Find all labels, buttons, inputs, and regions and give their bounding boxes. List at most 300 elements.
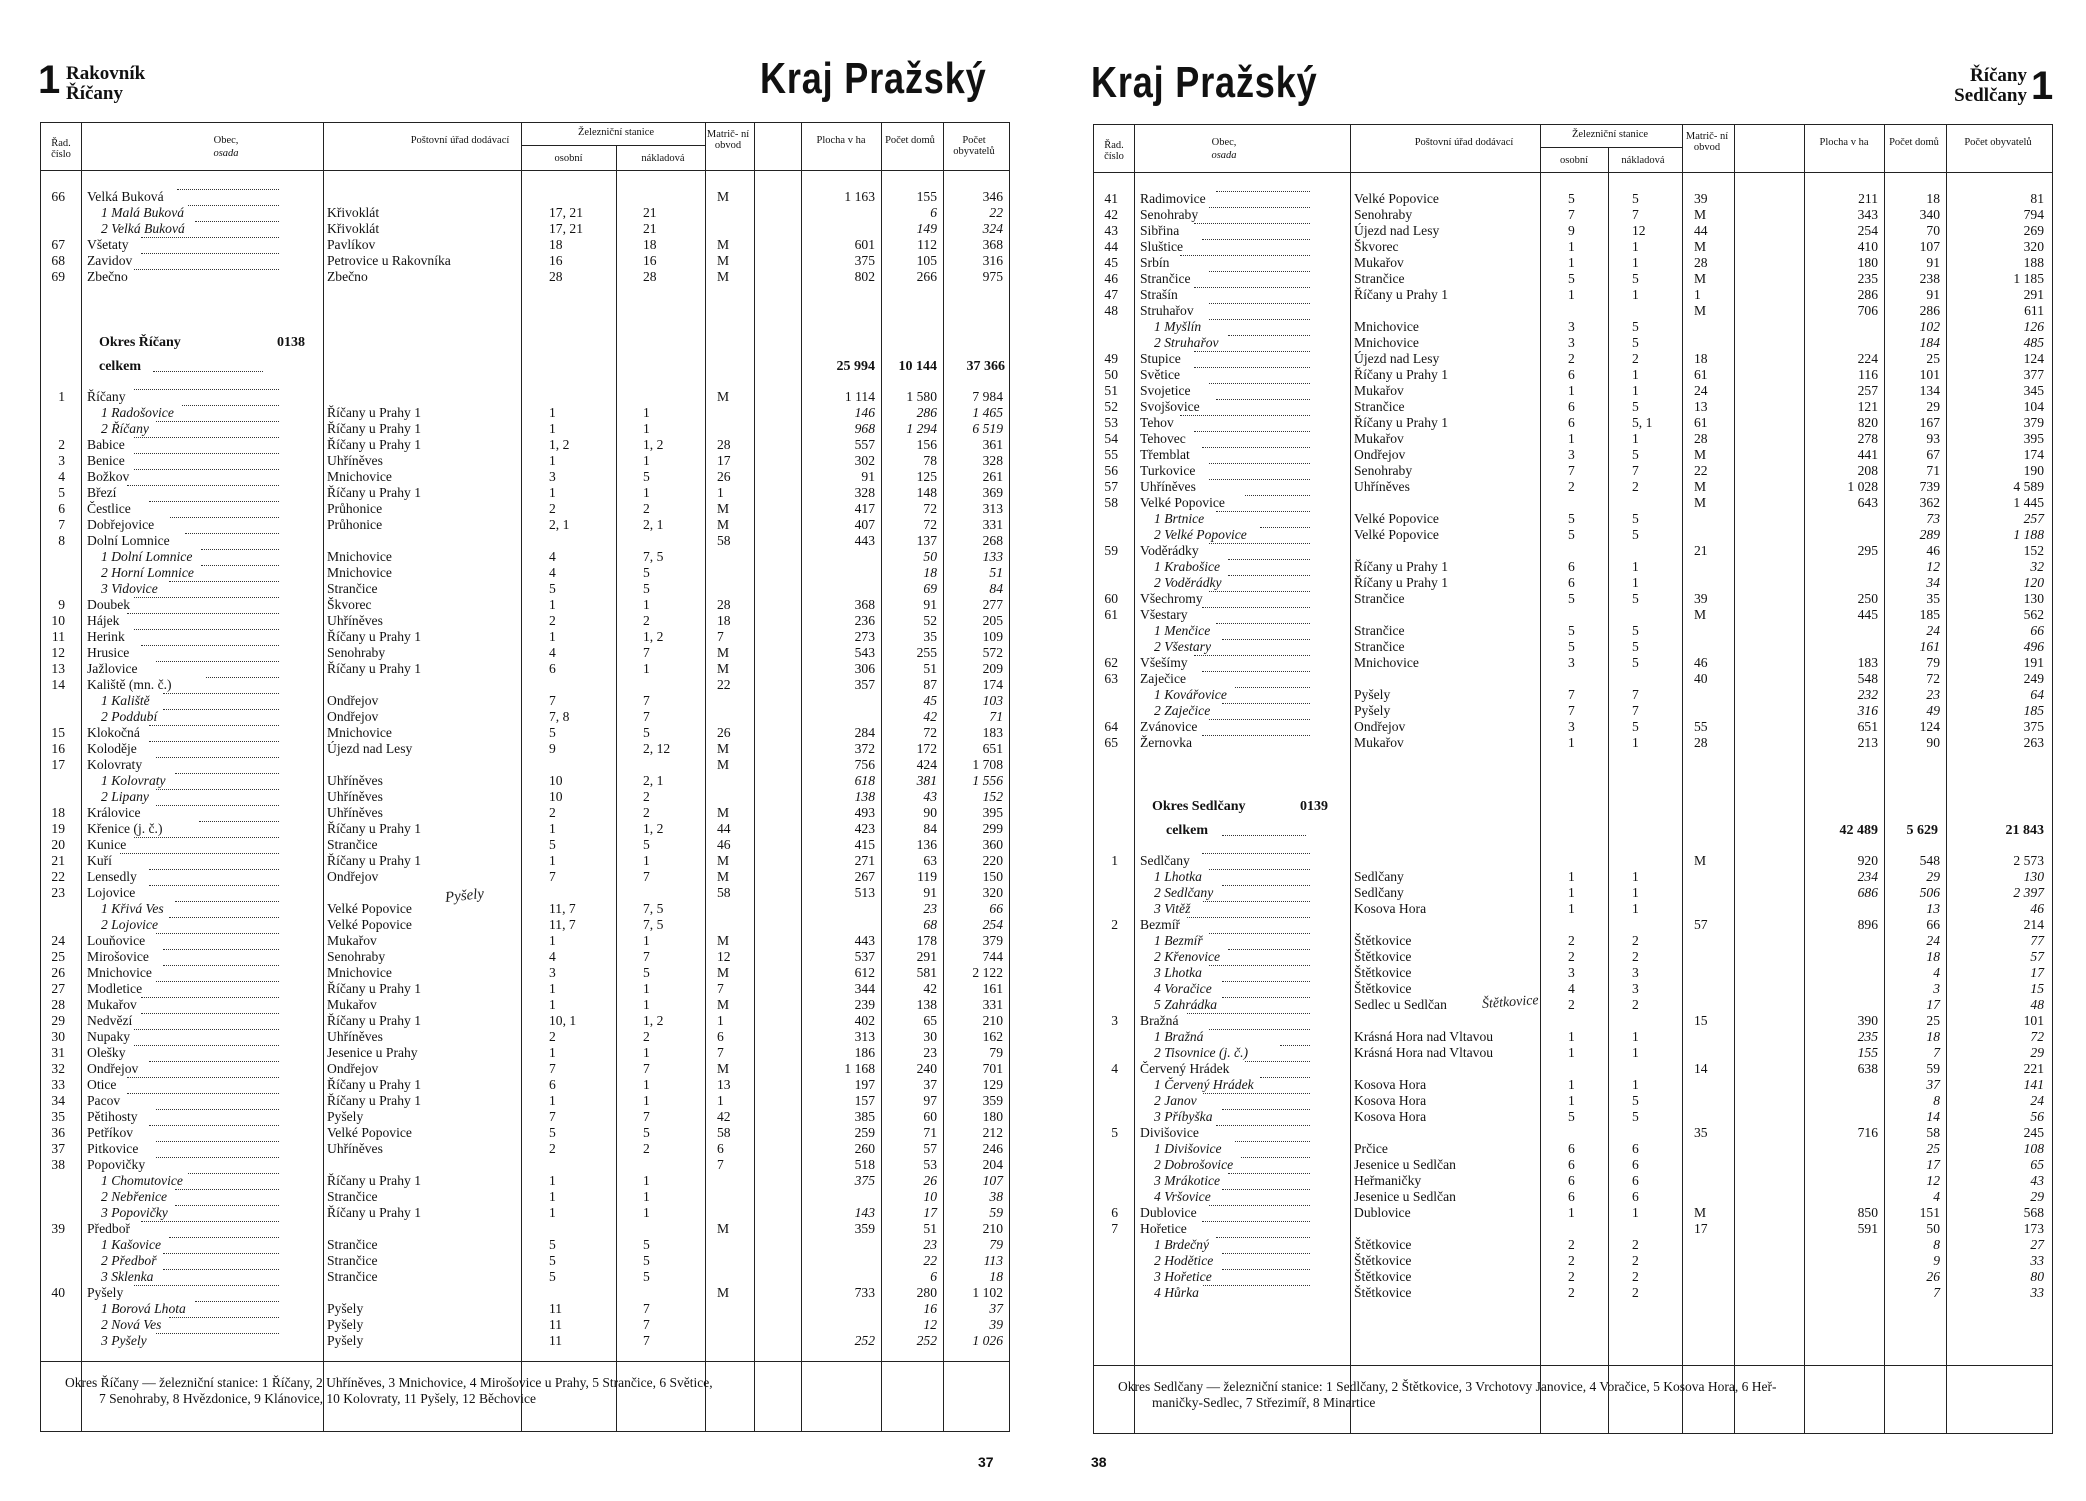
obec-name: 2 Janov	[1154, 1093, 1197, 1108]
leader-dots	[1222, 703, 1310, 704]
station-nakladova: 7	[643, 1301, 650, 1316]
row-index: 38	[51, 1157, 65, 1172]
posta-name: Křivoklát	[327, 221, 380, 236]
list-item-osada	[1094, 623, 2052, 639]
leader-dots	[177, 189, 279, 190]
posta-name: Říčany u Prahy 1	[327, 1093, 422, 1108]
table-row	[41, 597, 1009, 613]
matricni-obvod: M	[717, 757, 730, 772]
obec-name: Popovičky	[87, 1157, 146, 1172]
domy-value: 381	[916, 773, 937, 788]
posta-name: Štětkovice	[1354, 981, 1412, 996]
row-index: 6	[1111, 1205, 1118, 1220]
domy-value: 362	[1919, 495, 1940, 510]
posta-name: Strančice	[327, 1269, 378, 1284]
plocha-value: 410	[1857, 239, 1878, 254]
domy-value: 6	[930, 1269, 937, 1284]
obec-name: 1 Chomutovice	[101, 1173, 183, 1188]
row-index: 7	[1111, 1221, 1118, 1236]
posta-name: Říčany u Prahy 1	[1354, 575, 1449, 590]
obyv-value: 130	[2023, 869, 2044, 884]
matricni-obvod: 61	[1694, 415, 1708, 430]
posta-name: Štětkovice	[1354, 949, 1412, 964]
station-osobni: 5	[549, 1125, 556, 1140]
leader-dots	[1216, 1125, 1310, 1126]
station-osobni: 2	[1568, 949, 1575, 964]
leader-dots	[134, 453, 279, 454]
station-osobni: 2	[549, 1029, 556, 1044]
domy-value: 167	[1919, 415, 1940, 430]
station-nakladova: 28	[643, 269, 657, 284]
row-index: 5	[58, 485, 65, 500]
domy-value: 7	[1933, 1285, 1940, 1300]
obyv-value: 33	[2030, 1285, 2044, 1300]
obec-name: Dolní Lomnice	[87, 533, 170, 548]
obec-name: 3 Příbyška	[1154, 1109, 1213, 1124]
header-obec: Obec,	[1211, 137, 1237, 148]
leader-dots	[1187, 917, 1310, 918]
leader-dots	[156, 757, 279, 758]
leader-dots	[195, 1301, 279, 1302]
obec-name: Pětihosty	[87, 1109, 138, 1124]
obec-name: 2 Poddubí	[101, 709, 158, 724]
station-osobni: 7	[1568, 463, 1575, 478]
station-nakladova: 3	[1632, 965, 1639, 980]
posta-name: Škvorec	[1354, 239, 1399, 254]
station-osobni: 3	[1568, 965, 1575, 980]
posta-name: Strančice	[327, 1237, 378, 1252]
plocha-value: 1 114	[844, 389, 875, 404]
domy-value: 266	[916, 269, 937, 284]
plocha-value: 423	[854, 821, 875, 836]
posta-name: Říčany u Prahy 1	[327, 629, 422, 644]
obyv-value: 79	[989, 1237, 1003, 1252]
leader-dots	[1209, 271, 1310, 272]
plocha-value: 232	[1857, 687, 1878, 702]
domy-value: 22	[923, 1253, 937, 1268]
domy-value: 63	[923, 853, 937, 868]
row-index: 40	[51, 1285, 65, 1300]
plocha-value: 250	[1857, 591, 1878, 606]
obyv-value: 71	[989, 709, 1003, 724]
domy-value: 24	[1926, 623, 1940, 638]
matricni-obvod: 24	[1694, 383, 1708, 398]
row-index: 10	[51, 613, 65, 628]
station-nakladova: 5	[1632, 511, 1639, 526]
obec-name: 1 Borová Lhota	[101, 1301, 186, 1316]
leader-dots	[156, 661, 279, 662]
matricni-obvod: 55	[1694, 719, 1708, 734]
okres-domy: 5 629	[1906, 823, 1938, 838]
posta-name: Strančice	[1354, 623, 1405, 638]
station-osobni: 4	[549, 949, 556, 964]
plocha-value: 146	[854, 405, 875, 420]
station-nakladova: 1	[1632, 1077, 1639, 1092]
table-row	[1094, 463, 2052, 479]
station-nakladova: 5	[1632, 623, 1639, 638]
row-index: 18	[51, 805, 65, 820]
plocha-value: 234	[1857, 869, 1878, 884]
obyv-value: 190	[2023, 463, 2044, 478]
domy-value: 93	[1926, 431, 1940, 446]
station-osobni: 1	[1568, 239, 1575, 254]
domy-value: 91	[923, 885, 937, 900]
station-osobni: 6	[1568, 399, 1575, 414]
obyv-value: 152	[982, 789, 1003, 804]
leader-dots	[156, 421, 279, 422]
obyv-value: 249	[2023, 671, 2044, 686]
table-row	[41, 1013, 1009, 1029]
station-osobni: 5	[549, 581, 556, 596]
table-row	[41, 885, 1009, 901]
matricni-obvod: M	[717, 997, 730, 1012]
list-item-osada	[41, 917, 1009, 933]
list-item-osada	[1094, 1237, 2052, 1253]
station-nakladova: 2, 1	[643, 773, 664, 788]
header-rad: Řad. číslo	[51, 138, 71, 160]
posta-name: Ondřejov	[1354, 719, 1406, 734]
posta-name: Sedlčany	[1354, 869, 1404, 884]
station-nakladova: 6	[1632, 1173, 1639, 1188]
domy-value: 72	[923, 501, 937, 516]
obyv-value: 66	[2030, 623, 2044, 638]
station-nakladova: 5, 1	[1632, 415, 1653, 430]
plocha-value: 260	[854, 1141, 875, 1156]
table-row	[41, 869, 1009, 885]
obec-name: Zavidov	[87, 253, 133, 268]
table-row	[41, 237, 1009, 253]
station-nakladova: 5	[643, 837, 650, 852]
matricni-obvod: 28	[1694, 255, 1708, 270]
station-nakladova: 5	[1632, 719, 1639, 734]
list-item-osada	[1094, 949, 2052, 965]
station-osobni: 5	[1568, 623, 1575, 638]
list-item-osada	[1094, 1109, 2052, 1125]
plocha-value: 385	[854, 1109, 875, 1124]
station-osobni: 4	[549, 549, 556, 564]
obyv-value: 15	[2030, 981, 2044, 996]
domy-value: 24	[1926, 933, 1940, 948]
leader-dots	[1202, 607, 1310, 608]
row-index: 2	[58, 437, 65, 452]
footer-line-1: Okres Sedlčany — železniční stanice: 1 Sedlčany, 2 Štětkovice, 3 Vrchotovy Janovice, 4 Voračice, 5 Kosova Hora, 6 Heř-	[1118, 1379, 1777, 1394]
obyv-value: 24	[2030, 1093, 2044, 1108]
posta-name: Jesenice u Sedlčan	[1354, 1157, 1456, 1172]
domy-value: 286	[916, 405, 937, 420]
leader-dots	[1202, 1221, 1310, 1222]
table-row	[41, 725, 1009, 741]
list-item-osada	[41, 549, 1009, 565]
station-osobni: 4	[1568, 981, 1575, 996]
plocha-value: 820	[1857, 415, 1878, 430]
obec-name: 3 Vitěž	[1154, 901, 1191, 916]
posta-name: Mukařov	[1354, 383, 1404, 398]
matricni-obvod: 28	[1694, 431, 1708, 446]
station-osobni: 7	[549, 1061, 556, 1076]
station-osobni: 3	[1568, 319, 1575, 334]
okres-name: Okres Říčany	[99, 335, 181, 350]
plocha-value: 157	[854, 1093, 875, 1108]
posta-name: Mnichovice	[327, 565, 392, 580]
obec-name: 1 Dolní Lomnice	[101, 549, 193, 564]
station-nakladova: 5	[1632, 639, 1639, 654]
station-nakladova: 2	[643, 1141, 650, 1156]
station-nakladova: 1	[643, 1093, 650, 1108]
table-row	[1094, 431, 2052, 447]
matricni-obvod: 13	[717, 1077, 731, 1092]
obyv-value: 32	[2030, 559, 2044, 574]
obec-name: 1 Myšlín	[1154, 319, 1202, 334]
matricni-obvod: 46	[1694, 655, 1708, 670]
row-index: 3	[1111, 1013, 1118, 1028]
list-item-osada	[1094, 997, 2052, 1013]
leader-dots	[156, 933, 279, 934]
table-row	[41, 661, 1009, 677]
station-osobni: 2	[549, 501, 556, 516]
obyv-value: 331	[982, 997, 1003, 1012]
obec-name: Žernovka	[1140, 735, 1193, 750]
obec-name: Zvánovice	[1140, 719, 1198, 734]
leader-dots	[156, 1157, 279, 1158]
leader-dots	[1209, 869, 1310, 870]
plocha-value: 284	[854, 725, 875, 740]
domy-value: 50	[1926, 1221, 1940, 1236]
station-nakladova: 2	[1632, 1253, 1639, 1268]
table-row	[41, 853, 1009, 869]
posta-name: Uhříněves	[327, 789, 383, 804]
plocha-value: 186	[854, 1045, 875, 1060]
posta-name: Mnichovice	[327, 549, 392, 564]
station-osobni: 1	[549, 997, 556, 1012]
plocha-value: 180	[1857, 255, 1878, 270]
plocha-value: 537	[854, 949, 875, 964]
matricni-obvod: M	[1694, 495, 1707, 510]
obyv-value: 84	[989, 581, 1003, 596]
station-nakladova: 2	[1632, 997, 1639, 1012]
obyv-value: 269	[2023, 223, 2044, 238]
station-osobni: 6	[549, 1077, 556, 1092]
row-index: 60	[1104, 591, 1118, 606]
station-nakladova: 1	[1632, 383, 1639, 398]
obyv-value: 316	[982, 253, 1003, 268]
obec-name: 2 Dobrošovice	[1154, 1157, 1234, 1172]
posta-name: Strančice	[1354, 399, 1405, 414]
matricni-obvod: M	[717, 853, 730, 868]
corner-line-2: Říčany	[66, 83, 123, 104]
station-osobni: 6	[1568, 1173, 1575, 1188]
leader-dots	[163, 1269, 279, 1270]
obyv-value: 141	[2023, 1077, 2044, 1092]
obyv-value: 162	[982, 1029, 1003, 1044]
station-nakladova: 1	[1632, 559, 1639, 574]
obec-name: 1 Brtnice	[1154, 511, 1205, 526]
domy-value: 71	[1926, 463, 1940, 478]
leader-dots	[1194, 351, 1310, 352]
station-osobni: 4	[549, 565, 556, 580]
posta-name: Mnichovice	[327, 469, 392, 484]
matricni-obvod: 22	[717, 677, 731, 692]
table-row	[41, 389, 1009, 405]
posta-name: Velké Popovice	[1354, 191, 1439, 206]
obec-name: 1 Lhotka	[1154, 869, 1202, 884]
obec-name: Třemblat	[1140, 447, 1190, 462]
obyv-value: 64	[2030, 687, 2044, 702]
posta-name: Sedlčany	[1354, 885, 1404, 900]
header-nakladova: nákladová	[1621, 155, 1665, 166]
domy-value: 29	[1926, 869, 1940, 884]
matricni-obvod: 6	[717, 1141, 724, 1156]
corner-line-1: Říčany	[1970, 65, 2027, 86]
posta-name: Pyšely	[327, 1317, 364, 1332]
obec-name: Velké Popovice	[1140, 495, 1225, 510]
station-nakladova: 1	[643, 1189, 650, 1204]
station-osobni: 9	[549, 741, 556, 756]
station-osobni: 1	[549, 421, 556, 436]
posta-name: Pyšely	[1354, 687, 1391, 702]
row-index: 61	[1104, 607, 1118, 622]
station-nakladova: 6	[1632, 1157, 1639, 1172]
obyv-value: 379	[982, 933, 1003, 948]
station-nakladova: 2	[1632, 351, 1639, 366]
station-nakladova: 2	[643, 805, 650, 820]
leader-dots	[134, 597, 279, 598]
station-nakladova: 1	[643, 405, 650, 420]
posta-name: Říčany u Prahy 1	[327, 1077, 422, 1092]
obyv-value: 611	[2024, 303, 2044, 318]
leader-dots	[188, 205, 279, 206]
obyv-value: 299	[982, 821, 1003, 836]
row-index: 4	[58, 469, 65, 484]
station-osobni: 1	[1568, 1093, 1575, 1108]
posta-name: Ondřejov	[1354, 447, 1406, 462]
obec-name: Koloděje	[87, 741, 137, 756]
station-osobni: 1	[1568, 1045, 1575, 1060]
station-osobni: 11	[549, 1317, 563, 1332]
row-index: 6	[58, 501, 65, 516]
station-osobni: 11	[549, 1333, 563, 1348]
plocha-value: 343	[1857, 207, 1878, 222]
obec-name: Lensedly	[87, 869, 137, 884]
posta-name: Strančice	[1354, 271, 1405, 286]
domy-value: 97	[923, 1093, 937, 1108]
row-index: 48	[1104, 303, 1118, 318]
leader-dots	[188, 1173, 279, 1174]
station-nakladova: 1	[643, 597, 650, 612]
posta-name: Uhříněves	[327, 1141, 383, 1156]
list-item-osada	[1094, 639, 2052, 655]
okres-obyv: 21 843	[2005, 823, 2044, 838]
plocha-value: 601	[854, 237, 875, 252]
row-index: 63	[1104, 671, 1118, 686]
row-index: 5	[1111, 1125, 1118, 1140]
matricni-obvod: 58	[717, 1125, 731, 1140]
obyv-value: 188	[2023, 255, 2044, 270]
station-nakladova: 2	[1632, 1285, 1639, 1300]
row-index: 20	[51, 837, 65, 852]
posta-name: Strančice	[327, 837, 378, 852]
station-osobni: 7	[549, 869, 556, 884]
domy-value: 134	[1919, 383, 1940, 398]
obyv-value: 109	[982, 629, 1003, 644]
obyv-value: 359	[982, 1093, 1003, 1108]
station-nakladova: 7	[643, 949, 650, 964]
row-index: 29	[51, 1013, 65, 1028]
header-obyv: Počet obyvatelů	[1964, 137, 2032, 148]
obec-name: Mukařov	[87, 997, 137, 1012]
station-nakladova: 7	[643, 1333, 650, 1348]
obec-name: Dublovice	[1140, 1205, 1197, 1220]
obec-name: 2 Všestary	[1154, 639, 1212, 654]
station-osobni: 18	[549, 237, 563, 252]
obec-name: Březí	[87, 485, 117, 500]
obyv-value: 1 556	[972, 773, 1003, 788]
posta-name: Újezd nad Lesy	[327, 741, 413, 756]
leader-dots	[141, 1013, 279, 1014]
station-nakladova: 5	[643, 581, 650, 596]
posta-name: Velké Popovice	[327, 1125, 412, 1140]
matricni-obvod: M	[717, 661, 730, 676]
row-index: 23	[51, 885, 65, 900]
matricni-obvod: M	[717, 1285, 730, 1300]
station-nakladova: 7	[643, 709, 650, 724]
obyv-value: 572	[982, 645, 1003, 660]
leader-dots	[1203, 901, 1310, 902]
station-osobni: 17, 21	[549, 205, 583, 220]
obec-name: Voděrádky	[1140, 543, 1199, 558]
station-osobni: 6	[1568, 559, 1575, 574]
domy-value: 16	[923, 1301, 937, 1316]
obec-name: Dobřejovice	[87, 517, 155, 532]
station-nakladova: 7	[643, 869, 650, 884]
station-nakladova: 1	[1632, 1029, 1639, 1044]
row-index: 2	[1111, 917, 1118, 932]
obyv-value: 113	[983, 1253, 1003, 1268]
domy-value: 119	[917, 869, 937, 884]
obyv-value: 133	[982, 549, 1003, 564]
matricni-obvod: 42	[717, 1109, 731, 1124]
leader-dots	[1209, 383, 1310, 384]
domy-value: 35	[1926, 591, 1940, 606]
list-item-osada	[1094, 1029, 2052, 1045]
table-row	[41, 453, 1009, 469]
leader-dots	[1209, 303, 1310, 304]
obec-name: 2 Křenovice	[1154, 949, 1221, 964]
domy-value: 23	[923, 1237, 937, 1252]
row-index: 1	[58, 389, 65, 404]
plocha-value: 802	[854, 269, 875, 284]
obec-name: Královice	[87, 805, 141, 820]
obec-name: 1 Červený Hrádek	[1154, 1077, 1254, 1092]
list-item-osada	[41, 1269, 1009, 1285]
obyv-value: 246	[982, 1141, 1003, 1156]
matricni-obvod: 1	[717, 1093, 724, 1108]
domy-value: 3	[1933, 981, 1940, 996]
leader-dots	[1216, 399, 1310, 400]
obec-name: 3 Mrákotice	[1154, 1173, 1221, 1188]
obec-name: Kolovraty	[87, 757, 143, 772]
plocha-value: 1 163	[844, 189, 875, 204]
table-row	[1094, 415, 2052, 431]
list-item-osada	[1094, 965, 2052, 981]
station-nakladova: 1	[643, 981, 650, 996]
obec-name: 2 Velké Popovice	[1154, 527, 1247, 542]
station-nakladova: 1	[1632, 901, 1639, 916]
table-row	[1094, 655, 2052, 671]
station-osobni: 1	[1568, 431, 1575, 446]
plocha-value: 224	[1857, 351, 1878, 366]
leader-dots	[195, 221, 279, 222]
obec-name: Velká Buková	[87, 189, 164, 204]
